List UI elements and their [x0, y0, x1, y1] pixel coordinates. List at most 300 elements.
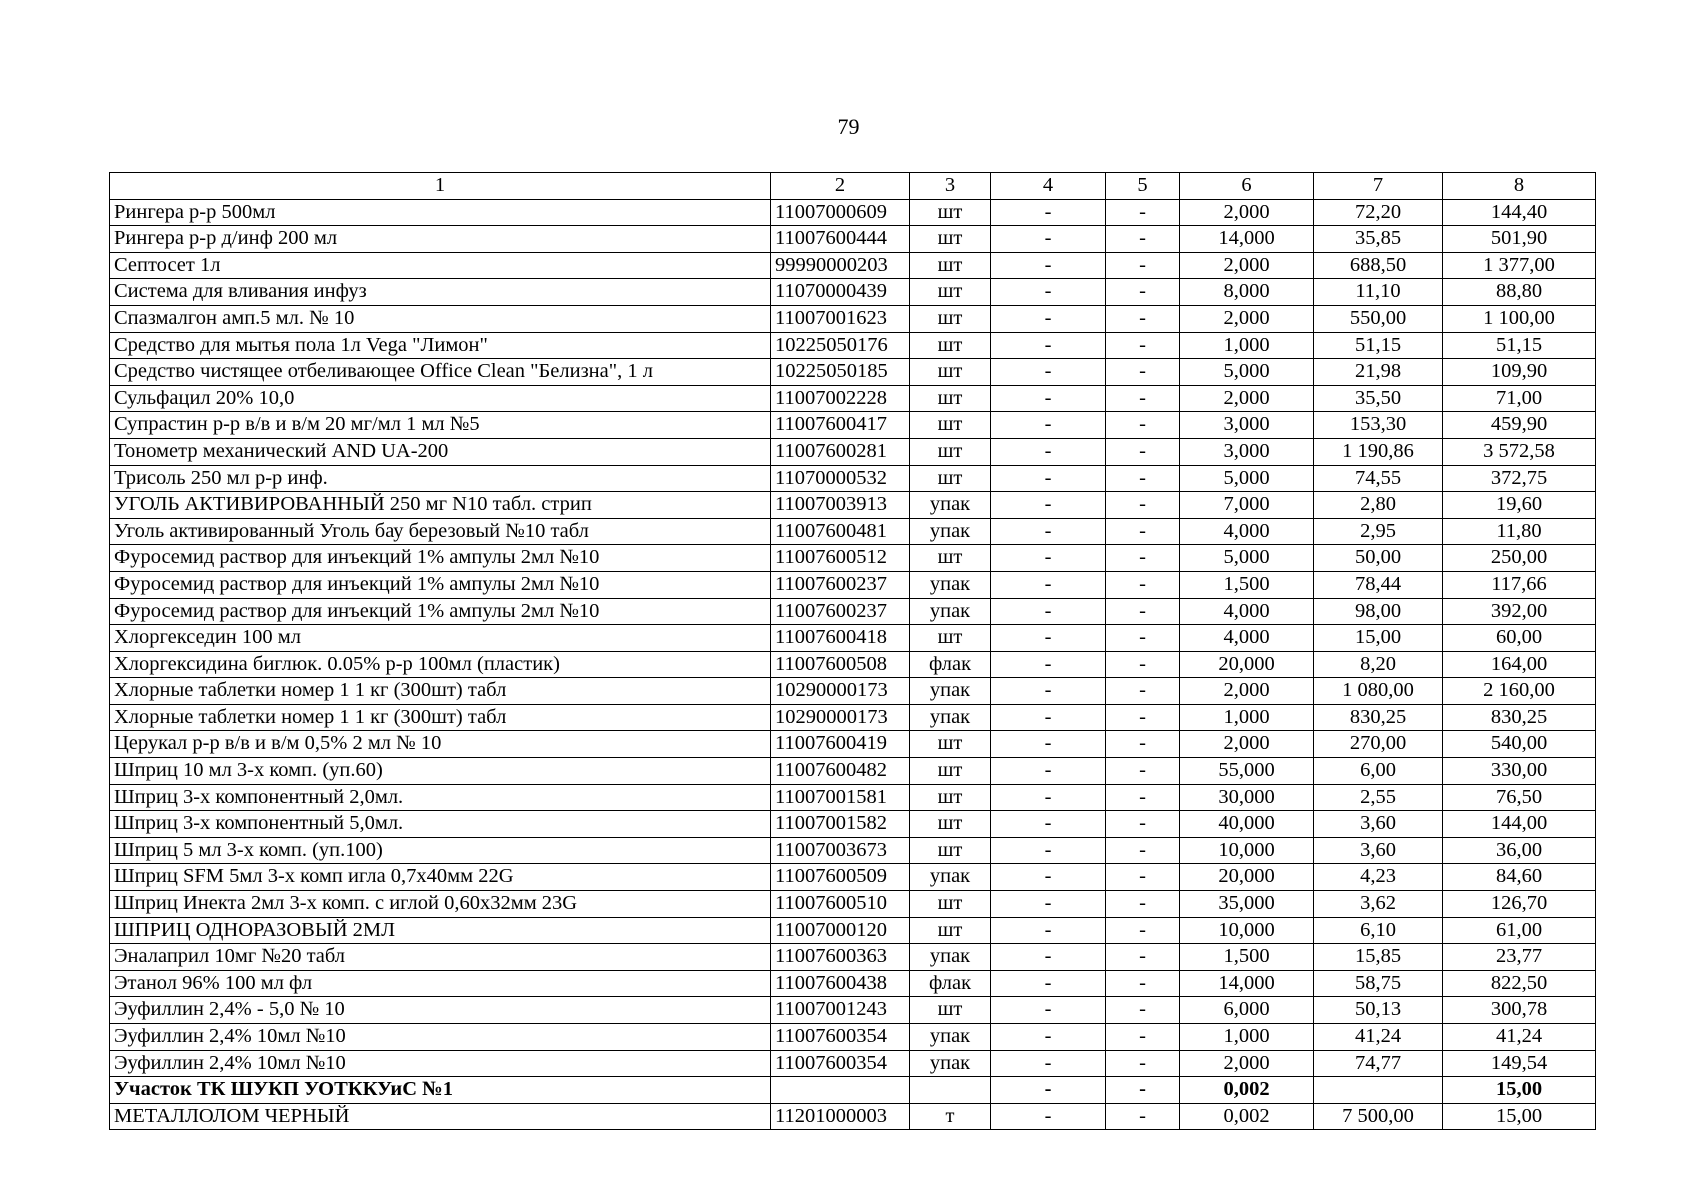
sum-cell: 1 377,00 — [1443, 252, 1596, 279]
sum-cell: 71,00 — [1443, 385, 1596, 412]
quantity-cell: 2,000 — [1180, 731, 1314, 758]
price-cell: 51,15 — [1314, 332, 1443, 359]
unit-cell — [910, 1077, 991, 1104]
item-name-cell: Шприц 3-х компонентный 2,0мл. — [110, 784, 771, 811]
price-cell: 3,60 — [1314, 837, 1443, 864]
unit-cell: шт — [910, 545, 991, 572]
unit-cell: шт — [910, 305, 991, 332]
unit-cell: шт — [910, 385, 991, 412]
column-5-cell: - — [1106, 758, 1180, 785]
column-4-cell: - — [991, 704, 1106, 731]
item-name-cell: Септосет 1л — [110, 252, 771, 279]
quantity-cell: 4,000 — [1180, 598, 1314, 625]
sum-cell: 372,75 — [1443, 465, 1596, 492]
unit-cell: шт — [910, 226, 991, 253]
sum-cell: 41,24 — [1443, 1024, 1596, 1051]
column-5-cell: - — [1106, 412, 1180, 439]
item-code-cell: 10290000173 — [771, 678, 910, 705]
quantity-cell: 20,000 — [1180, 864, 1314, 891]
item-code-cell: 11070000532 — [771, 465, 910, 492]
column-4-cell: - — [991, 438, 1106, 465]
table-row — [110, 864, 1596, 891]
column-5-cell: - — [1106, 226, 1180, 253]
column-4-cell: - — [991, 997, 1106, 1024]
sum-cell: 61,00 — [1443, 917, 1596, 944]
quantity-cell: 55,000 — [1180, 758, 1314, 785]
quantity-cell: 8,000 — [1180, 279, 1314, 306]
sum-cell: 149,54 — [1443, 1050, 1596, 1077]
column-4-cell: - — [991, 412, 1106, 439]
column-5-cell: - — [1106, 571, 1180, 598]
column-4-cell: - — [991, 571, 1106, 598]
column-5-cell: - — [1106, 891, 1180, 918]
column-5-cell: - — [1106, 811, 1180, 838]
price-cell: 2,80 — [1314, 492, 1443, 519]
table-row — [110, 545, 1596, 572]
item-code-cell: 10225050176 — [771, 332, 910, 359]
sum-cell: 392,00 — [1443, 598, 1596, 625]
inventory-table — [109, 172, 1596, 1130]
table-row — [110, 412, 1596, 439]
item-name-cell: Этанол 96% 100 мл фл — [110, 970, 771, 997]
column-5-cell: - — [1106, 465, 1180, 492]
item-code-cell: 11007003673 — [771, 837, 910, 864]
quantity-cell: 2,000 — [1180, 1050, 1314, 1077]
column-4-cell: - — [991, 492, 1106, 519]
column-4-cell: - — [991, 332, 1106, 359]
quantity-cell: 2,000 — [1180, 678, 1314, 705]
column-5-cell: - — [1106, 944, 1180, 971]
unit-cell: шт — [910, 758, 991, 785]
item-name-cell: Трисоль 250 мл р-р инф. — [110, 465, 771, 492]
quantity-cell: 5,000 — [1180, 545, 1314, 572]
column-5-cell: - — [1106, 864, 1180, 891]
item-code-cell: 11007002228 — [771, 385, 910, 412]
quantity-cell: 4,000 — [1180, 625, 1314, 652]
item-name-cell: Средство чистящее отбеливающее Office Clean "Белизна", 1 л — [110, 359, 771, 386]
price-cell: 72,20 — [1314, 199, 1443, 226]
column-header: 2 — [771, 173, 910, 200]
price-cell: 3,60 — [1314, 811, 1443, 838]
sum-cell: 250,00 — [1443, 545, 1596, 572]
column-4-cell: - — [991, 279, 1106, 306]
item-code-cell: 11007600438 — [771, 970, 910, 997]
quantity-cell: 3,000 — [1180, 438, 1314, 465]
column-5-cell: - — [1106, 385, 1180, 412]
item-name-cell: Церукал р-р в/в и в/м 0,5% 2 мл № 10 — [110, 731, 771, 758]
sum-cell: 830,25 — [1443, 704, 1596, 731]
column-header: 7 — [1314, 173, 1443, 200]
table-row — [110, 199, 1596, 226]
sum-cell: 501,90 — [1443, 226, 1596, 253]
sum-cell: 88,80 — [1443, 279, 1596, 306]
table-row — [110, 359, 1596, 386]
price-cell: 4,23 — [1314, 864, 1443, 891]
column-4-cell: - — [991, 811, 1106, 838]
sum-cell: 76,50 — [1443, 784, 1596, 811]
column-5-cell: - — [1106, 359, 1180, 386]
price-cell: 98,00 — [1314, 598, 1443, 625]
table-row — [110, 651, 1596, 678]
column-5-cell: - — [1106, 837, 1180, 864]
price-cell: 74,55 — [1314, 465, 1443, 492]
price-cell: 15,00 — [1314, 625, 1443, 652]
price-cell: 35,85 — [1314, 226, 1443, 253]
quantity-cell: 7,000 — [1180, 492, 1314, 519]
quantity-cell: 10,000 — [1180, 917, 1314, 944]
column-4-cell: - — [991, 970, 1106, 997]
table-row — [110, 997, 1596, 1024]
column-header: 3 — [910, 173, 991, 200]
unit-cell: т — [910, 1103, 991, 1130]
item-name-cell: Шприц 10 мл 3-х комп. (уп.60) — [110, 758, 771, 785]
table-row — [110, 385, 1596, 412]
column-5-cell: - — [1106, 625, 1180, 652]
column-5-cell: - — [1106, 279, 1180, 306]
column-5-cell: - — [1106, 438, 1180, 465]
sum-cell: 60,00 — [1443, 625, 1596, 652]
sum-cell: 1 100,00 — [1443, 305, 1596, 332]
quantity-cell: 2,000 — [1180, 199, 1314, 226]
price-cell: 21,98 — [1314, 359, 1443, 386]
item-code-cell: 11007600417 — [771, 412, 910, 439]
quantity-cell: 40,000 — [1180, 811, 1314, 838]
price-cell: 1 080,00 — [1314, 678, 1443, 705]
item-code-cell: 11007600363 — [771, 944, 910, 971]
page-number: 79 — [837, 114, 860, 139]
table-row — [110, 944, 1596, 971]
item-name-cell: Сульфацил 20% 10,0 — [110, 385, 771, 412]
column-5-cell: - — [1106, 598, 1180, 625]
sum-cell: 459,90 — [1443, 412, 1596, 439]
column-4-cell: - — [991, 891, 1106, 918]
price-cell: 50,13 — [1314, 997, 1443, 1024]
unit-cell: шт — [910, 811, 991, 838]
table-row — [110, 279, 1596, 306]
price-cell: 6,00 — [1314, 758, 1443, 785]
column-4-cell: - — [991, 944, 1106, 971]
unit-cell: упак — [910, 704, 991, 731]
item-name-cell: Рингера р-р 500мл — [110, 199, 771, 226]
quantity-cell: 30,000 — [1180, 784, 1314, 811]
sum-cell: 19,60 — [1443, 492, 1596, 519]
unit-cell: шт — [910, 412, 991, 439]
item-name-cell: Уголь активированный Уголь бау березовый №10 табл — [110, 518, 771, 545]
item-code-cell: 11007000609 — [771, 199, 910, 226]
quantity-cell: 6,000 — [1180, 997, 1314, 1024]
unit-cell: упак — [910, 571, 991, 598]
unit-cell: шт — [910, 252, 991, 279]
table-row — [110, 784, 1596, 811]
quantity-cell: 0,002 — [1180, 1077, 1314, 1104]
item-code-cell: 11007600509 — [771, 864, 910, 891]
quantity-cell: 0,002 — [1180, 1103, 1314, 1130]
column-5-cell: - — [1106, 917, 1180, 944]
unit-cell: упак — [910, 944, 991, 971]
item-code-cell: 11007600481 — [771, 518, 910, 545]
sum-cell: 15,00 — [1443, 1077, 1596, 1104]
table-row — [110, 598, 1596, 625]
column-5-cell: - — [1106, 305, 1180, 332]
quantity-cell: 5,000 — [1180, 465, 1314, 492]
price-cell: 58,75 — [1314, 970, 1443, 997]
unit-cell: шт — [910, 997, 991, 1024]
column-4-cell: - — [991, 1103, 1106, 1130]
item-name-cell: Хлорные таблетки номер 1 1 кг (300шт) табл — [110, 704, 771, 731]
column-4-cell: - — [991, 518, 1106, 545]
item-code-cell: 11007600354 — [771, 1024, 910, 1051]
unit-cell: шт — [910, 359, 991, 386]
unit-cell: шт — [910, 891, 991, 918]
table-row — [110, 758, 1596, 785]
price-cell: 74,77 — [1314, 1050, 1443, 1077]
item-name-cell: Хлоргекседин 100 мл — [110, 625, 771, 652]
item-name-cell: УГОЛЬ АКТИВИРОВАННЫЙ 250 мг N10 табл. стрип — [110, 492, 771, 519]
item-code-cell: 11007000120 — [771, 917, 910, 944]
item-code-cell: 11007600444 — [771, 226, 910, 253]
price-cell: 2,55 — [1314, 784, 1443, 811]
column-header: 4 — [991, 173, 1106, 200]
quantity-cell: 14,000 — [1180, 970, 1314, 997]
unit-cell: шт — [910, 731, 991, 758]
sum-cell: 2 160,00 — [1443, 678, 1596, 705]
column-5-cell: - — [1106, 518, 1180, 545]
item-name-cell: Фуросемид раствор для инъекций 1% ампулы 2мл №10 — [110, 545, 771, 572]
unit-cell: шт — [910, 625, 991, 652]
column-5-cell: - — [1106, 678, 1180, 705]
column-4-cell: - — [991, 359, 1106, 386]
column-header: 5 — [1106, 173, 1180, 200]
unit-cell: упак — [910, 1050, 991, 1077]
column-4-cell: - — [991, 1024, 1106, 1051]
item-code-cell: 10290000173 — [771, 704, 910, 731]
item-code-cell: 99990000203 — [771, 252, 910, 279]
column-5-cell: - — [1106, 731, 1180, 758]
item-name-cell: Эналаприл 10мг №20 табл — [110, 944, 771, 971]
table-row — [110, 837, 1596, 864]
item-code-cell: 11007001243 — [771, 997, 910, 1024]
price-cell: 11,10 — [1314, 279, 1443, 306]
table-row — [110, 811, 1596, 838]
sum-cell: 144,00 — [1443, 811, 1596, 838]
column-4-cell: - — [991, 784, 1106, 811]
sum-cell: 3 572,58 — [1443, 438, 1596, 465]
quantity-cell: 35,000 — [1180, 891, 1314, 918]
column-5-cell: - — [1106, 1024, 1180, 1051]
table-row — [110, 678, 1596, 705]
unit-cell: шт — [910, 438, 991, 465]
item-code-cell: 11007600237 — [771, 571, 910, 598]
column-4-cell: - — [991, 864, 1106, 891]
item-name-cell: Шприц 5 мл 3-х комп. (уп.100) — [110, 837, 771, 864]
column-5-cell: - — [1106, 252, 1180, 279]
price-cell: 270,00 — [1314, 731, 1443, 758]
column-header: 8 — [1443, 173, 1596, 200]
unit-cell: шт — [910, 917, 991, 944]
sum-cell: 144,40 — [1443, 199, 1596, 226]
price-cell: 1 190,86 — [1314, 438, 1443, 465]
column-4-cell: - — [991, 226, 1106, 253]
price-cell: 3,62 — [1314, 891, 1443, 918]
column-5-cell: - — [1106, 545, 1180, 572]
column-4-cell: - — [991, 917, 1106, 944]
column-4-cell: - — [991, 465, 1106, 492]
unit-cell: упак — [910, 864, 991, 891]
unit-cell: упак — [910, 492, 991, 519]
price-cell: 6,10 — [1314, 917, 1443, 944]
table-header-row — [110, 173, 1596, 200]
item-name-cell: Хлоргексидина биглюк. 0.05% р-р 100мл (пластик) — [110, 651, 771, 678]
item-code-cell: 11007001582 — [771, 811, 910, 838]
column-4-cell: - — [991, 199, 1106, 226]
quantity-cell: 1,500 — [1180, 944, 1314, 971]
table-row — [110, 226, 1596, 253]
item-name-cell: Шприц 3-х компонентный 5,0мл. — [110, 811, 771, 838]
sum-cell: 11,80 — [1443, 518, 1596, 545]
column-4-cell: - — [991, 1050, 1106, 1077]
item-name-cell: Эуфиллин 2,4% 10мл №10 — [110, 1050, 771, 1077]
sum-cell: 84,60 — [1443, 864, 1596, 891]
item-code-cell: 11007600418 — [771, 625, 910, 652]
item-name-cell: Система для вливания инфуз — [110, 279, 771, 306]
column-5-cell: - — [1106, 332, 1180, 359]
column-4-cell: - — [991, 678, 1106, 705]
item-code-cell: 11007001581 — [771, 784, 910, 811]
item-name-cell: Шприц Инекта 2мл 3-х комп. с иглой 0,60х32мм 23G — [110, 891, 771, 918]
column-4-cell: - — [991, 731, 1106, 758]
quantity-cell: 2,000 — [1180, 305, 1314, 332]
column-5-cell: - — [1106, 997, 1180, 1024]
item-code-cell: 11007600482 — [771, 758, 910, 785]
quantity-cell: 14,000 — [1180, 226, 1314, 253]
table-row — [110, 625, 1596, 652]
item-code-cell: 11007600281 — [771, 438, 910, 465]
item-name-cell: Рингера р-р д/инф 200 мл — [110, 226, 771, 253]
column-4-cell: - — [991, 385, 1106, 412]
column-5-cell: - — [1106, 651, 1180, 678]
unit-cell: шт — [910, 465, 991, 492]
item-code-cell: 11007600510 — [771, 891, 910, 918]
column-4-cell: - — [991, 758, 1106, 785]
sum-cell: 23,77 — [1443, 944, 1596, 971]
price-cell: 41,24 — [1314, 1024, 1443, 1051]
sum-cell: 117,66 — [1443, 571, 1596, 598]
table-row — [110, 1050, 1596, 1077]
item-name-cell: Спазмалгон амп.5 мл. № 10 — [110, 305, 771, 332]
price-cell: 550,00 — [1314, 305, 1443, 332]
table-row — [110, 571, 1596, 598]
sum-cell: 164,00 — [1443, 651, 1596, 678]
quantity-cell: 1,000 — [1180, 1024, 1314, 1051]
item-code-cell: 10225050185 — [771, 359, 910, 386]
column-5-cell: - — [1106, 970, 1180, 997]
item-name-cell: Средство для мытья пола 1л Vega "Лимон" — [110, 332, 771, 359]
unit-cell: шт — [910, 199, 991, 226]
column-5-cell: - — [1106, 199, 1180, 226]
price-cell: 688,50 — [1314, 252, 1443, 279]
table-row — [110, 465, 1596, 492]
column-5-cell: - — [1106, 1077, 1180, 1104]
column-5-cell: - — [1106, 492, 1180, 519]
quantity-cell: 5,000 — [1180, 359, 1314, 386]
item-code-cell: 11007001623 — [771, 305, 910, 332]
item-name-cell: Эуфиллин 2,4% 10мл №10 — [110, 1024, 771, 1051]
sum-cell: 126,70 — [1443, 891, 1596, 918]
table-row — [110, 518, 1596, 545]
table-row — [110, 1024, 1596, 1051]
item-name-cell: Шприц SFM 5мл 3-х комп игла 0,7х40мм 22G — [110, 864, 771, 891]
sum-cell: 822,50 — [1443, 970, 1596, 997]
unit-cell: упак — [910, 518, 991, 545]
price-cell: 2,95 — [1314, 518, 1443, 545]
item-name-cell: Тонометр механический AND UA-200 — [110, 438, 771, 465]
item-name-cell: Участок ТК ШУКП УОТККУиС №1 — [110, 1077, 771, 1104]
item-code-cell: 11007600237 — [771, 598, 910, 625]
unit-cell: упак — [910, 678, 991, 705]
table-row — [110, 731, 1596, 758]
sum-cell: 300,78 — [1443, 997, 1596, 1024]
column-header: 6 — [1180, 173, 1314, 200]
column-4-cell: - — [991, 651, 1106, 678]
item-code-cell: 11070000439 — [771, 279, 910, 306]
table-row — [110, 704, 1596, 731]
table-row — [110, 438, 1596, 465]
quantity-cell: 1,000 — [1180, 332, 1314, 359]
unit-cell: шт — [910, 332, 991, 359]
sum-cell: 36,00 — [1443, 837, 1596, 864]
price-cell: 35,50 — [1314, 385, 1443, 412]
quantity-cell: 10,000 — [1180, 837, 1314, 864]
item-name-cell: Эуфиллин 2,4% - 5,0 № 10 — [110, 997, 771, 1024]
unit-cell: флак — [910, 970, 991, 997]
price-cell: 15,85 — [1314, 944, 1443, 971]
column-header: 1 — [110, 173, 771, 200]
section-total-row — [110, 1077, 1596, 1104]
item-code-cell: 11007600354 — [771, 1050, 910, 1077]
item-code-cell: 11201000003 — [771, 1103, 910, 1130]
table-row — [110, 492, 1596, 519]
quantity-cell: 2,000 — [1180, 385, 1314, 412]
price-cell: 50,00 — [1314, 545, 1443, 572]
column-5-cell: - — [1106, 784, 1180, 811]
sum-cell: 15,00 — [1443, 1103, 1596, 1130]
column-4-cell: - — [991, 545, 1106, 572]
item-code-cell: 11007600508 — [771, 651, 910, 678]
quantity-cell: 3,000 — [1180, 412, 1314, 439]
table-row — [110, 917, 1596, 944]
unit-cell: упак — [910, 598, 991, 625]
unit-cell: шт — [910, 784, 991, 811]
quantity-cell: 1,000 — [1180, 704, 1314, 731]
table-row — [110, 970, 1596, 997]
column-4-cell: - — [991, 252, 1106, 279]
price-cell: 830,25 — [1314, 704, 1443, 731]
table-row — [110, 891, 1596, 918]
unit-cell: флак — [910, 651, 991, 678]
table-row — [110, 305, 1596, 332]
column-5-cell: - — [1106, 1103, 1180, 1130]
item-name-cell: МЕТАЛЛОЛОМ ЧЕРНЫЙ — [110, 1103, 771, 1130]
price-cell — [1314, 1077, 1443, 1104]
item-name-cell: ШПРИЦ ОДНОРАЗОВЫЙ 2МЛ — [110, 917, 771, 944]
column-4-cell: - — [991, 837, 1106, 864]
item-code-cell: 11007600512 — [771, 545, 910, 572]
sum-cell: 540,00 — [1443, 731, 1596, 758]
table-row — [110, 1103, 1596, 1130]
quantity-cell: 2,000 — [1180, 252, 1314, 279]
price-cell: 78,44 — [1314, 571, 1443, 598]
column-5-cell: - — [1106, 704, 1180, 731]
